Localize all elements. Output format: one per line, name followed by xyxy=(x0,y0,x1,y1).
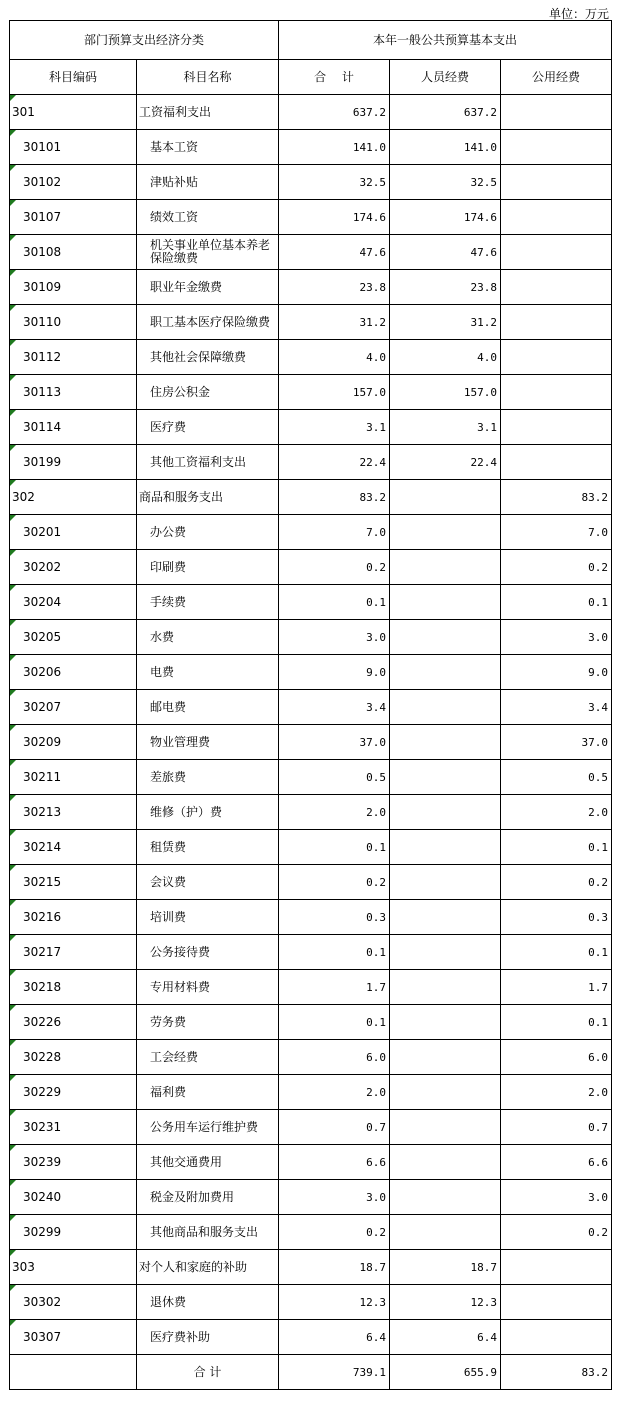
row-name: 职工基本医疗保险缴费 xyxy=(137,305,279,340)
row-public: 37.0 xyxy=(501,725,612,760)
table-row xyxy=(10,410,612,445)
row-public: 2.0 xyxy=(501,795,612,830)
row-personnel: 637.2 xyxy=(390,95,501,130)
row-total: 0.2 xyxy=(279,1215,390,1250)
table-row xyxy=(10,1075,612,1110)
row-name: 津贴补贴 xyxy=(137,165,279,200)
row-public: 0.5 xyxy=(501,760,612,795)
table-row xyxy=(10,620,612,655)
row-name: 医疗费补助 xyxy=(137,1320,279,1355)
row-public: 3.0 xyxy=(501,620,612,655)
table-row xyxy=(10,1005,612,1040)
row-name: 商品和服务支出 xyxy=(137,480,279,515)
row-personnel xyxy=(390,1075,501,1110)
row-total: 0.7 xyxy=(279,1110,390,1145)
row-personnel: 12.3 xyxy=(390,1285,501,1320)
table-row xyxy=(10,1110,612,1145)
table-row xyxy=(10,200,612,235)
row-public xyxy=(501,95,612,130)
row-total: 12.3 xyxy=(279,1285,390,1320)
row-total: 157.0 xyxy=(279,375,390,410)
total-row xyxy=(10,1355,612,1390)
row-public xyxy=(501,1285,612,1320)
row-code: 30217 xyxy=(10,935,137,970)
row-total: 31.2 xyxy=(279,305,390,340)
row-total: 0.2 xyxy=(279,865,390,900)
table-row xyxy=(10,305,612,340)
row-personnel: 18.7 xyxy=(390,1250,501,1285)
row-total: 4.0 xyxy=(279,340,390,375)
row-total: 0.3 xyxy=(279,900,390,935)
table-row xyxy=(10,935,612,970)
row-total: 0.2 xyxy=(279,550,390,585)
table-row xyxy=(10,270,612,305)
row-public: 0.7 xyxy=(501,1110,612,1145)
row-total: 6.6 xyxy=(279,1145,390,1180)
row-total: 83.2 xyxy=(279,480,390,515)
header-code: 科目编码 xyxy=(10,60,137,95)
table-row xyxy=(10,130,612,165)
row-public xyxy=(501,235,612,270)
row-name: 物业管理费 xyxy=(137,725,279,760)
header-row-group xyxy=(10,21,612,60)
row-total: 0.1 xyxy=(279,830,390,865)
row-code: 30107 xyxy=(10,200,137,235)
row-total: 2.0 xyxy=(279,795,390,830)
row-public: 1.7 xyxy=(501,970,612,1005)
row-personnel xyxy=(390,970,501,1005)
row-personnel: 6.4 xyxy=(390,1320,501,1355)
row-personnel xyxy=(390,1145,501,1180)
row-personnel xyxy=(390,725,501,760)
row-public: 3.4 xyxy=(501,690,612,725)
row-name: 其他交通费用 xyxy=(137,1145,279,1180)
row-public xyxy=(501,410,612,445)
row-name: 税金及附加费用 xyxy=(137,1180,279,1215)
row-code: 30231 xyxy=(10,1110,137,1145)
row-name: 工会经费 xyxy=(137,1040,279,1075)
table-row xyxy=(10,375,612,410)
row-code: 30229 xyxy=(10,1075,137,1110)
row-total: 47.6 xyxy=(279,235,390,270)
row-code: 30110 xyxy=(10,305,137,340)
row-code: 30201 xyxy=(10,515,137,550)
row-personnel xyxy=(390,515,501,550)
row-name: 手续费 xyxy=(137,585,279,620)
row-public: 3.0 xyxy=(501,1180,612,1215)
row-total: 18.7 xyxy=(279,1250,390,1285)
row-code: 30226 xyxy=(10,1005,137,1040)
row-personnel xyxy=(390,1040,501,1075)
row-name: 会议费 xyxy=(137,865,279,900)
row-total: 23.8 xyxy=(279,270,390,305)
row-public xyxy=(501,1250,612,1285)
row-personnel: 174.6 xyxy=(390,200,501,235)
row-public: 9.0 xyxy=(501,655,612,690)
row-personnel: 47.6 xyxy=(390,235,501,270)
row-name: 基本工资 xyxy=(137,130,279,165)
table-row xyxy=(10,865,612,900)
row-personnel xyxy=(390,935,501,970)
row-code: 30205 xyxy=(10,620,137,655)
row-public xyxy=(501,340,612,375)
row-code: 30211 xyxy=(10,760,137,795)
table-row xyxy=(10,340,612,375)
row-public xyxy=(501,305,612,340)
table-row xyxy=(10,970,612,1005)
row-personnel xyxy=(390,830,501,865)
header-economic-class: 部门预算支出经济分类 xyxy=(10,21,279,60)
row-total: 7.0 xyxy=(279,515,390,550)
row-code: 301 xyxy=(10,95,137,130)
row-total: 6.0 xyxy=(279,1040,390,1075)
row-code: 30114 xyxy=(10,410,137,445)
table-row xyxy=(10,550,612,585)
row-code: 30101 xyxy=(10,130,137,165)
row-total: 0.1 xyxy=(279,1005,390,1040)
row-public: 6.0 xyxy=(501,1040,612,1075)
table-row xyxy=(10,1285,612,1320)
row-personnel xyxy=(390,620,501,655)
row-public: 0.1 xyxy=(501,1005,612,1040)
row-public: 0.3 xyxy=(501,900,612,935)
table-row xyxy=(10,795,612,830)
table-row xyxy=(10,690,612,725)
row-code: 30209 xyxy=(10,725,137,760)
row-code: 30240 xyxy=(10,1180,137,1215)
row-code: 30207 xyxy=(10,690,137,725)
row-code: 30113 xyxy=(10,375,137,410)
table-row xyxy=(10,760,612,795)
row-personnel xyxy=(390,1215,501,1250)
row-personnel xyxy=(390,550,501,585)
row-name: 绩效工资 xyxy=(137,200,279,235)
table-row xyxy=(10,95,612,130)
row-total: 37.0 xyxy=(279,725,390,760)
row-code: 30302 xyxy=(10,1285,137,1320)
row-code: 30216 xyxy=(10,900,137,935)
row-name: 印刷费 xyxy=(137,550,279,585)
row-public: 0.2 xyxy=(501,1215,612,1250)
row-personnel xyxy=(390,690,501,725)
row-code: 30112 xyxy=(10,340,137,375)
row-total: 3.1 xyxy=(279,410,390,445)
row-public: 7.0 xyxy=(501,515,612,550)
row-code: 30239 xyxy=(10,1145,137,1180)
row-total: 3.0 xyxy=(279,1180,390,1215)
row-total: 2.0 xyxy=(279,1075,390,1110)
row-public xyxy=(501,375,612,410)
row-total: 32.5 xyxy=(279,165,390,200)
row-code: 30299 xyxy=(10,1215,137,1250)
row-name: 工资福利支出 xyxy=(137,95,279,130)
row-personnel: 157.0 xyxy=(390,375,501,410)
row-name: 公务接待费 xyxy=(137,935,279,970)
unit-label: 单位：万元 xyxy=(548,7,609,21)
row-public xyxy=(501,200,612,235)
row-name: 退休费 xyxy=(137,1285,279,1320)
row-personnel xyxy=(390,900,501,935)
row-personnel xyxy=(390,865,501,900)
row-name: 医疗费 xyxy=(137,410,279,445)
row-personnel: 22.4 xyxy=(390,445,501,480)
table-row xyxy=(10,1180,612,1215)
table-row xyxy=(10,1145,612,1180)
table-row xyxy=(10,165,612,200)
row-personnel xyxy=(390,1180,501,1215)
table-row xyxy=(10,830,612,865)
row-personnel xyxy=(390,795,501,830)
row-name: 对个人和家庭的补助 xyxy=(137,1250,279,1285)
row-code: 30218 xyxy=(10,970,137,1005)
row-personnel: 4.0 xyxy=(390,340,501,375)
row-public: 0.2 xyxy=(501,865,612,900)
row-code: 30228 xyxy=(10,1040,137,1075)
header-row-columns xyxy=(10,60,612,95)
total-personnel: 655.9 xyxy=(390,1355,501,1390)
table-row xyxy=(10,900,612,935)
budget-table xyxy=(9,20,612,1390)
header-public: 公用经费 xyxy=(501,60,612,95)
row-name: 差旅费 xyxy=(137,760,279,795)
row-name: 办公费 xyxy=(137,515,279,550)
row-total: 0.1 xyxy=(279,935,390,970)
row-code: 30108 xyxy=(10,235,137,270)
row-personnel xyxy=(390,480,501,515)
row-code: 303 xyxy=(10,1250,137,1285)
row-name: 劳务费 xyxy=(137,1005,279,1040)
table-row xyxy=(10,1250,612,1285)
table-row xyxy=(10,1215,612,1250)
row-code: 30199 xyxy=(10,445,137,480)
header-personnel: 人员经费 xyxy=(390,60,501,95)
row-public xyxy=(501,1320,612,1355)
row-total: 141.0 xyxy=(279,130,390,165)
row-total: 174.6 xyxy=(279,200,390,235)
table-row xyxy=(10,655,612,690)
row-name: 福利费 xyxy=(137,1075,279,1110)
total-label: 合 计 xyxy=(137,1355,279,1390)
row-personnel: 32.5 xyxy=(390,165,501,200)
row-code: 30213 xyxy=(10,795,137,830)
row-personnel xyxy=(390,585,501,620)
row-name: 水费 xyxy=(137,620,279,655)
row-name: 其他商品和服务支出 xyxy=(137,1215,279,1250)
row-public: 83.2 xyxy=(501,480,612,515)
row-public: 6.6 xyxy=(501,1145,612,1180)
row-public xyxy=(501,270,612,305)
row-public: 0.1 xyxy=(501,585,612,620)
table-row xyxy=(10,725,612,760)
row-code: 30307 xyxy=(10,1320,137,1355)
row-personnel: 31.2 xyxy=(390,305,501,340)
row-personnel: 23.8 xyxy=(390,270,501,305)
row-public xyxy=(501,445,612,480)
total-sum: 739.1 xyxy=(279,1355,390,1390)
total-public: 83.2 xyxy=(501,1355,612,1390)
table-row xyxy=(10,235,612,270)
row-public: 0.2 xyxy=(501,550,612,585)
row-total: 3.0 xyxy=(279,620,390,655)
row-name: 机关事业单位基本养老保险缴费 xyxy=(137,235,279,270)
total-code-cell xyxy=(10,1355,137,1390)
table-row xyxy=(10,480,612,515)
row-personnel xyxy=(390,655,501,690)
row-total: 1.7 xyxy=(279,970,390,1005)
table-row xyxy=(10,1320,612,1355)
row-name: 租赁费 xyxy=(137,830,279,865)
row-code: 302 xyxy=(10,480,137,515)
row-personnel xyxy=(390,760,501,795)
table-row xyxy=(10,1040,612,1075)
row-name: 培训费 xyxy=(137,900,279,935)
row-code: 30206 xyxy=(10,655,137,690)
row-total: 6.4 xyxy=(279,1320,390,1355)
row-code: 30102 xyxy=(10,165,137,200)
row-public: 0.1 xyxy=(501,935,612,970)
row-name: 其他社会保障缴费 xyxy=(137,340,279,375)
row-total: 3.4 xyxy=(279,690,390,725)
row-total: 0.1 xyxy=(279,585,390,620)
row-code: 30214 xyxy=(10,830,137,865)
row-personnel xyxy=(390,1005,501,1040)
row-total: 0.5 xyxy=(279,760,390,795)
row-public xyxy=(501,165,612,200)
header-name: 科目名称 xyxy=(137,60,279,95)
header-basic-expenditure: 本年一般公共预算基本支出 xyxy=(279,21,612,60)
row-public xyxy=(501,130,612,165)
table-row xyxy=(10,445,612,480)
row-name: 住房公积金 xyxy=(137,375,279,410)
row-code: 30204 xyxy=(10,585,137,620)
row-public: 0.1 xyxy=(501,830,612,865)
table-row xyxy=(10,515,612,550)
row-name: 电费 xyxy=(137,655,279,690)
table-row xyxy=(10,585,612,620)
row-code: 30109 xyxy=(10,270,137,305)
header-total: 合 计 xyxy=(279,60,390,95)
row-code: 30215 xyxy=(10,865,137,900)
row-name: 其他工资福利支出 xyxy=(137,445,279,480)
row-name: 专用材料费 xyxy=(137,970,279,1005)
row-personnel: 3.1 xyxy=(390,410,501,445)
row-personnel: 141.0 xyxy=(390,130,501,165)
row-name: 邮电费 xyxy=(137,690,279,725)
row-total: 637.2 xyxy=(279,95,390,130)
row-name: 职业年金缴费 xyxy=(137,270,279,305)
row-personnel xyxy=(390,1110,501,1145)
row-name: 公务用车运行维护费 xyxy=(137,1110,279,1145)
row-name: 维修（护）费 xyxy=(137,795,279,830)
row-total: 9.0 xyxy=(279,655,390,690)
row-total: 22.4 xyxy=(279,445,390,480)
row-code: 30202 xyxy=(10,550,137,585)
row-public: 2.0 xyxy=(501,1075,612,1110)
